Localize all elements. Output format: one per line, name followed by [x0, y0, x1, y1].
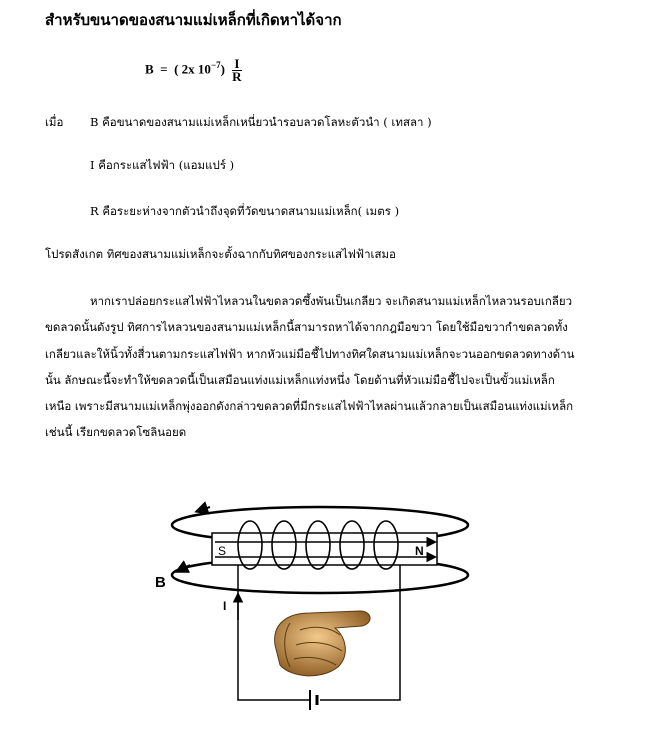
paragraph-line: นั้น ลักษณะนี้จะทำให้ขดลวดนี้เป็นเสมือนแท่งแม่เหล็กแท่งหนึ่ง โดยด้านที่หัวแม่มือชี้ไปจะเป็นขั้วแม่เหล็ก	[45, 372, 555, 387]
right-hand-icon	[245, 595, 395, 685]
paragraph-line: เช่นนี้ เรียกขดลวดโซลินอยด	[45, 425, 187, 440]
definition-r: R คือระยะห่างจากตัวนำถึงจุดที่วัดขนาดสนามแม่เหล็ก( เมตร )	[90, 204, 400, 218]
definition-b: B คือขนาดของสนามแม่เหล็กเหนี่ยวนำรอบลวดโลหะตัวนำ ( เทสลา )	[90, 115, 432, 129]
paragraph-line: ขดลวดนั้นดังรูป ทิศการไหลวนของสนามแม่เหล็กนี้สามารถหาได้จากกฎมือขวา โดยใช้มือขวากำขดลวดทั้ง	[45, 320, 568, 335]
solenoid-paragraph	[45, 288, 645, 446]
page-heading: สำหรับขนาดของสนามแม่เหล็กที่เกิดหาได้จาก	[45, 11, 342, 29]
formula-lhs: B	[145, 61, 154, 77]
formula-close: )	[220, 61, 225, 77]
paragraph-line: หากเราปล่อยกระแสไฟฟ้าไหลวนในขดลวดซึ้งพันเป็นเกลียว จะเกิดสนามแม่เหล็กไหลวนรอบเกลียว	[90, 294, 573, 308]
where-word: เมื่อ	[45, 115, 64, 129]
formula-numerator: I	[232, 58, 241, 71]
formula-equals: =	[160, 61, 168, 77]
formula-denominator: R	[232, 69, 242, 84]
paragraph-line: เกลียวและให้นิ้วทั้งสี่วนตามกระแสไฟฟ้า หากหัวแม่มือชี้ไปทางทิศใดสนามแม่เหล็กจะวนออกขดลวดทางด้าน	[45, 346, 575, 361]
definition-i: I คือกระแสไฟฟ้า (แอมแปร์ )	[90, 158, 235, 172]
formula-coefficient: ( 2x 10	[174, 61, 211, 77]
magnetic-field-formula	[145, 58, 242, 83]
field-arrow-icon	[198, 507, 210, 511]
solenoid-diagram	[150, 495, 490, 720]
paragraph-line: เหนือ เพราะมีสนามแม่เหล็กพุ่งออกดังกล่าวขดลวดที่มีกระแสไฟฟ้าไหลผ่านแล้วกลายเป็นเสมือนแท่งแม่เหล็ก	[45, 399, 574, 414]
north-pole-label: N	[415, 544, 424, 558]
formula-exponent: −7	[210, 60, 221, 71]
field-b-label: B	[155, 574, 166, 591]
south-pole-label: S	[218, 544, 227, 558]
formula-fraction	[232, 58, 241, 83]
direction-note: โปรดสังเกต ทิศของสนามแม่เหล็กจะตั้งฉากกับทิศของกระแสไฟฟ้าเสมอ	[45, 247, 396, 261]
current-i-label: I	[223, 599, 227, 613]
solenoid-core	[212, 533, 437, 565]
